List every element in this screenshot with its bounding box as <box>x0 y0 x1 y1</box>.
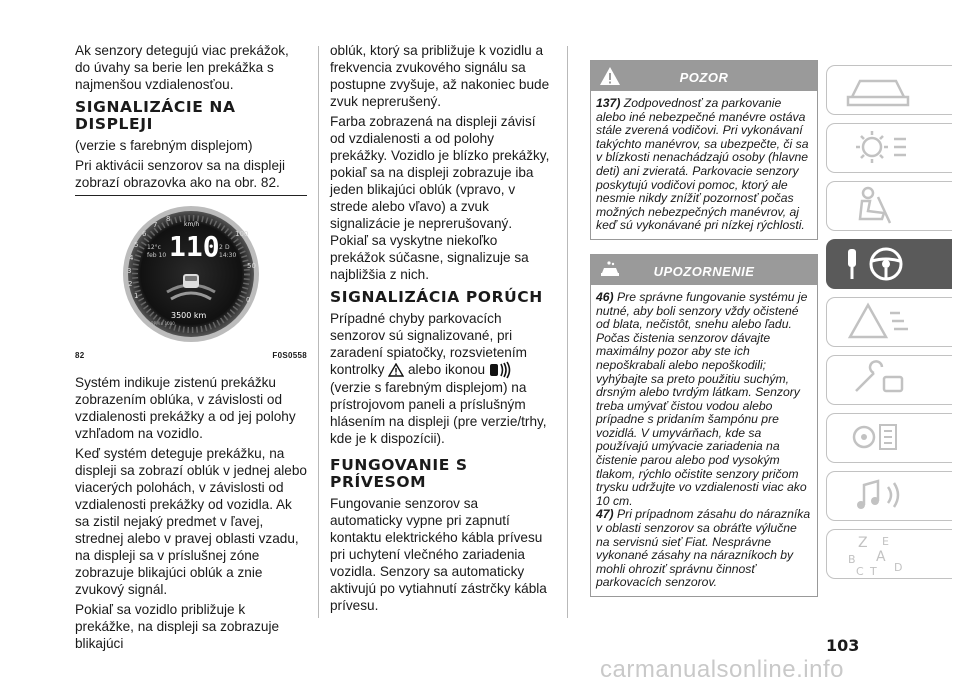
seat-safety-icon <box>834 183 924 229</box>
paragraph: oblúk, ktorý sa približuje k vozidlu a frekvencia zvukového signálu sa postupne zvyšuje, až nakoniec bude zvuk neprerušený. <box>330 43 550 109</box>
pozor-header <box>591 61 817 91</box>
note-text: Pre správne fungovanie systému je nutné, aby boli senzory vždy očistené od blata, nečistôt, snehu alebo ľadu. Počas čistenia senzorov dávajte maximálny pozor aby ste ich nepoškrabali alebo nepoškodili; vyhýbajte sa preto použitiu suchým, drsným alebo tvrdým látkam. Senzory treba umývať čistou vodou alebo prípadne s pridaním šampónu pre vozidlá. V umyvárňach, kde sa používajú umývacie zariadenia na čistenie parou alebo pod vysokým tlakom, rýchlo očistite senzory pričom trysku udržujte vo vzdialenosti viac ako 10 cm. <box>596 289 808 508</box>
dial-mark: 5 <box>134 241 139 249</box>
figure-caption <box>75 347 307 364</box>
dial-mark: 0 <box>246 296 251 304</box>
tab-warning-road[interactable] <box>826 294 960 350</box>
upozornenie-body <box>591 285 817 596</box>
column-separator-1 <box>318 46 319 618</box>
paragraph: Fungovanie senzorov sa automaticky vypne pri zapnutí kontaktu elektrického kábla prívesu pri uchytení vlečného zariadenia vozidla. Senzory sa automaticky aktivujú po vytiahnutí zástrčky kábla prívesu. <box>330 496 547 614</box>
dial-mark: 50 <box>247 262 256 270</box>
dial-mark: 3 <box>127 267 132 275</box>
pozor-body <box>591 91 817 239</box>
warning-triangle-icon <box>388 363 404 377</box>
chapter-tabs <box>826 62 960 584</box>
column-3 <box>590 60 818 611</box>
note-number: 46) <box>596 289 614 304</box>
svg-text:B: B <box>848 553 856 566</box>
tab-index[interactable] <box>826 526 960 582</box>
gear-indicator: 2 <box>219 244 223 251</box>
svg-text:E: E <box>882 535 889 548</box>
figure-code: F0S0558 <box>272 351 307 360</box>
svg-text:D: D <box>894 561 903 574</box>
paragraph: Pokiaľ sa vozidlo približuje k prekážke, na displeji sa zobrazuje blikajúci <box>75 602 280 651</box>
subheading: (verzie s farebným displejom) <box>75 138 253 153</box>
dial-mark: 7 <box>153 221 158 229</box>
dial-mark: 6 <box>142 230 147 238</box>
paragraph: Systém indikuje zistenú prekážku zobrazením oblúka, v závislosti od vzdialenosti prekážky a od jej polohy vzhľadom na vozidlo. <box>75 375 296 441</box>
temperature: 12°c <box>147 244 161 251</box>
watermark: carmanualsonline.info <box>600 656 844 683</box>
pozor-box <box>590 60 818 240</box>
pozor-title: POZOR <box>679 70 729 85</box>
column-separator-2 <box>567 46 568 618</box>
tab-tools-maintenance[interactable] <box>826 352 960 408</box>
svg-text:Z: Z <box>858 535 868 551</box>
tab-lights[interactable] <box>826 120 960 176</box>
gear-mode: D <box>225 244 230 251</box>
upozornenie-box <box>590 254 818 597</box>
paragraph: Farba zobrazená na displeji závisí od vzdialenosti a od polohy prekážky. Vozidlo je blízko prekážky, pokiaľ sa na displeji zobrazuje iba jeden blikajúci oblúk (vpravo, v strede alebo vľavo) a zvuk signalizácie je neprerušovaný. Pokiaľ sa vyskytne niekoľko prekážok súčasne, signalizuje sa najbližšia z nich. <box>330 114 550 282</box>
dashboard-illustration <box>75 196 307 346</box>
figure-number: 82 <box>75 351 85 360</box>
tab-car-dashboard[interactable] <box>826 62 960 118</box>
warning-road-icon <box>834 299 924 345</box>
dial-mark: 4 <box>129 254 134 262</box>
column-2 <box>330 42 552 617</box>
paragraph: Keď systém deteguje prekážku, na displeji sa zobrazí oblúk v jednej alebo viacerých polohách, v závislosti od vzdialenosti prekážky od vozidla. Ak sa zistil nejaký predmet v ľavej, strednej alebo v pravej oblasti vzadu, na displeji sa v príslušnej zóne zobrazuje blikajúci oblúk a znie zvukový signál. <box>75 446 307 597</box>
parking-sensor-fault-icon <box>489 361 515 379</box>
paragraph-faults: Prípadné chyby parkovacích senzorov sú signalizované, pri zaradení spiatočky, rozsvietením kontrolky alebo ikonou (verzie s farebným displejom) na prístrojovom paneli a príslušným hlásením na displeji (pre verzie/trhy, kde je k dispozícii). <box>330 311 547 447</box>
svg-text:A: A <box>876 549 886 565</box>
note-number: 47) <box>596 507 614 522</box>
lights-indicator-icon <box>834 125 924 171</box>
figure-82-dashboard <box>75 195 307 346</box>
dial-mark: 2 <box>128 280 133 288</box>
page-number: 103 <box>826 636 860 655</box>
upozornenie-header <box>591 255 817 285</box>
note-number: 137) <box>596 96 621 110</box>
note-text: Zodpovednosť za parkovanie alebo iné nebezpečné manévre ostáva stále zverená vodičovi. Pri vykonávaní takýchto manévrov, sa ubezpečte, či sa v blízkosti nenachádzajú osoby (hlavne deti) ani zvieratá. Parkovacie senzory poskytujú vodičovi pomoc, ktorý ale nesmie nikdy znížiť pozornosť počas možných nebezpečných manévrov, aj keď sú vykonávané pri nízkej rýchlosti. <box>596 96 809 233</box>
specs-icon <box>834 415 924 461</box>
speed-unit: km/h <box>184 221 200 228</box>
index-icon <box>834 531 924 577</box>
tab-multimedia[interactable] <box>826 468 960 524</box>
odometer: 3500 km <box>171 311 207 320</box>
tools-maintenance-icon <box>834 357 924 403</box>
car-dashboard-icon <box>834 67 924 113</box>
upozornenie-title: UPOZORNENIE <box>653 263 755 279</box>
column-1 <box>75 42 307 655</box>
svg-text:C: C <box>856 565 864 577</box>
section-heading-faults: SIGNALIZÁCIA PORÚCH <box>330 288 543 306</box>
svg-text:T: T <box>870 565 877 577</box>
speed-readout: 110 <box>169 230 220 263</box>
dial-mark: 100 <box>235 230 249 238</box>
section-heading-display: SIGNALIZÁCIE NA DISPLEJI <box>75 98 236 133</box>
clock: 14:30 <box>219 252 237 259</box>
note-text: Pri prípadnom zásahu do nárazníka v oblasti senzorov sa obráťte výlučne na servisnú sieť Fiat. Nesprávne vykonané zásahy na nárazníkoch by mohli ohroziť správnu činnosť parkovacích senzorov. <box>596 507 811 590</box>
dial-mark: 1 <box>134 292 139 300</box>
rpm-label: RPM x 1000 <box>151 321 175 326</box>
multimedia-icon <box>834 473 924 519</box>
tab-specs[interactable] <box>826 410 960 466</box>
key-steering-icon <box>834 241 924 287</box>
tab-key-steering[interactable] <box>826 236 960 292</box>
paragraph: Pri aktivácii senzorov sa na displeji zobrazí obrazovka ako na obr. 82. <box>75 158 286 190</box>
tab-seat-safety[interactable] <box>826 178 960 234</box>
intro-paragraph: Ak senzory detegujú viac prekážok, do úvahy sa berie len prekážka s najmenšou vzdialenosťou. <box>75 43 289 92</box>
dial-mark: 8 <box>166 215 171 223</box>
section-heading-trailer: FUNGOVANIE S PRÍVESOM <box>330 456 468 492</box>
date: feb 10 <box>147 252 167 259</box>
